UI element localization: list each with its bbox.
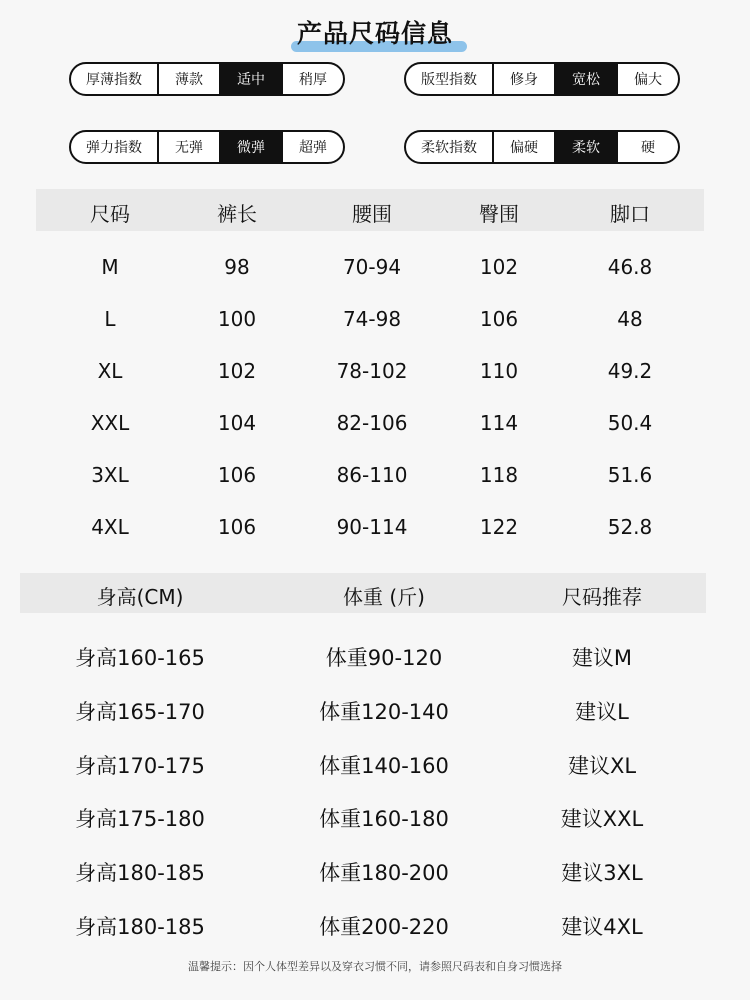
footnote: 温馨提示：因个人体型差异以及穿衣习惯不同，请参照尺码表和自身习惯选择: [188, 960, 562, 973]
page-title: [289, 8, 461, 56]
recommend-table-cell: 体重200-220: [319, 915, 449, 939]
size-table-cell: 90-114: [336, 515, 408, 539]
size-table-cell: 49.2: [607, 359, 653, 383]
size-table-cell: 106: [217, 463, 257, 487]
size-table-cell: 78-102: [336, 359, 408, 383]
size-table-cell: 98: [224, 255, 250, 279]
size-table-cell: 50.4: [607, 411, 653, 435]
index-option-selected: 微弹: [221, 132, 283, 162]
index-pill: [69, 62, 345, 96]
index-option: 超弹: [299, 140, 327, 156]
recommend-table-cell: 建议3XL: [561, 861, 643, 886]
page-title-text: 产品尺码信息: [296, 19, 453, 48]
size-table-cell: 106: [217, 515, 257, 539]
recommend-table-header-cell: 身高(CM): [96, 585, 184, 609]
index-option: 薄款: [159, 64, 221, 94]
recommend-table-cell: 体重120-140: [319, 699, 449, 724]
index-option-selected: 适中: [221, 64, 283, 94]
size-table-cell: 52.8: [607, 515, 653, 539]
recommend-table-cell: 身高180-185: [75, 861, 205, 886]
index-option: 无弹: [159, 132, 221, 162]
recommend-table-cell: 建议XXL: [560, 807, 644, 832]
size-table-header-cell: 裤长: [217, 202, 257, 226]
size-table-header-cell: 腰围: [352, 202, 392, 226]
size-table-cell: M: [101, 255, 119, 279]
index-option-selected: 柔软: [556, 132, 618, 162]
size-table-cell: XL: [97, 359, 123, 383]
size-table-cell: 106: [479, 307, 519, 331]
index-pill: [404, 62, 680, 96]
index-option: 硬: [641, 140, 655, 156]
index-label: 厚薄指数: [71, 64, 159, 94]
index-label: 柔软指数: [406, 132, 494, 162]
size-table-cell: 86-110: [336, 463, 408, 487]
size-table-cell: 100: [217, 307, 257, 331]
size-table-cell: 48: [617, 307, 643, 331]
index-label: 版型指数: [406, 64, 494, 94]
recommend-table-header-cell: 尺码推荐: [562, 585, 642, 609]
recommend-table-cell: 建议L: [575, 699, 629, 724]
size-table-header-cell: 脚口: [610, 202, 650, 226]
size-table-cell: 4XL: [91, 515, 129, 539]
size-table-cell: 122: [479, 515, 519, 539]
index-pill: [404, 130, 680, 164]
size-table-cell: 118: [479, 463, 519, 487]
size-table-header-cell: 臀围: [479, 202, 519, 226]
size-table-cell: 110: [479, 359, 519, 383]
recommend-table-cell: 身高160-165: [75, 646, 205, 670]
size-table-cell: L: [104, 307, 116, 331]
recommend-table-cell: 体重90-120: [325, 646, 443, 670]
size-table-cell: 3XL: [91, 463, 129, 487]
size-table-cell: 74-98: [342, 307, 402, 331]
recommend-table-cell: 身高175-180: [75, 807, 205, 832]
index-option: 偏大: [634, 72, 662, 88]
size-table-cell: 102: [217, 359, 257, 383]
size-table-cell: 46.8: [607, 255, 653, 279]
index-label: 弹力指数: [71, 132, 159, 162]
size-table-cell: 104: [217, 411, 257, 435]
size-table-header-cell: 尺码: [90, 202, 130, 226]
size-table-cell: 70-94: [342, 255, 402, 279]
size-table-cell: XXL: [90, 411, 130, 435]
index-option: 稍厚: [299, 72, 327, 88]
index-option: 偏硬: [494, 132, 556, 162]
index-option-selected: 宽松: [556, 64, 618, 94]
recommend-table-cell: 体重160-180: [319, 807, 449, 832]
recommend-table-cell: 身高165-170: [75, 699, 205, 724]
recommend-table-cell: 体重180-200: [319, 861, 449, 886]
size-table-cell: 51.6: [607, 463, 653, 487]
recommend-table-cell: 身高170-175: [75, 753, 205, 778]
index-option: 修身: [494, 64, 556, 94]
index-pill: [69, 130, 345, 164]
size-table-cell: 102: [479, 255, 519, 279]
recommend-table-cell: 建议4XL: [561, 915, 643, 939]
recommend-table-cell: 体重140-160: [319, 753, 449, 778]
title-area: [0, 8, 750, 56]
recommend-table-cell: 建议M: [571, 646, 633, 670]
recommend-table-header-cell: 体重 (斤): [343, 585, 425, 609]
recommend-table-cell: 身高180-185: [75, 915, 205, 939]
recommend-table-cell: 建议XL: [567, 753, 637, 778]
size-table-cell: 114: [479, 411, 519, 435]
size-table-cell: 82-106: [336, 411, 408, 435]
